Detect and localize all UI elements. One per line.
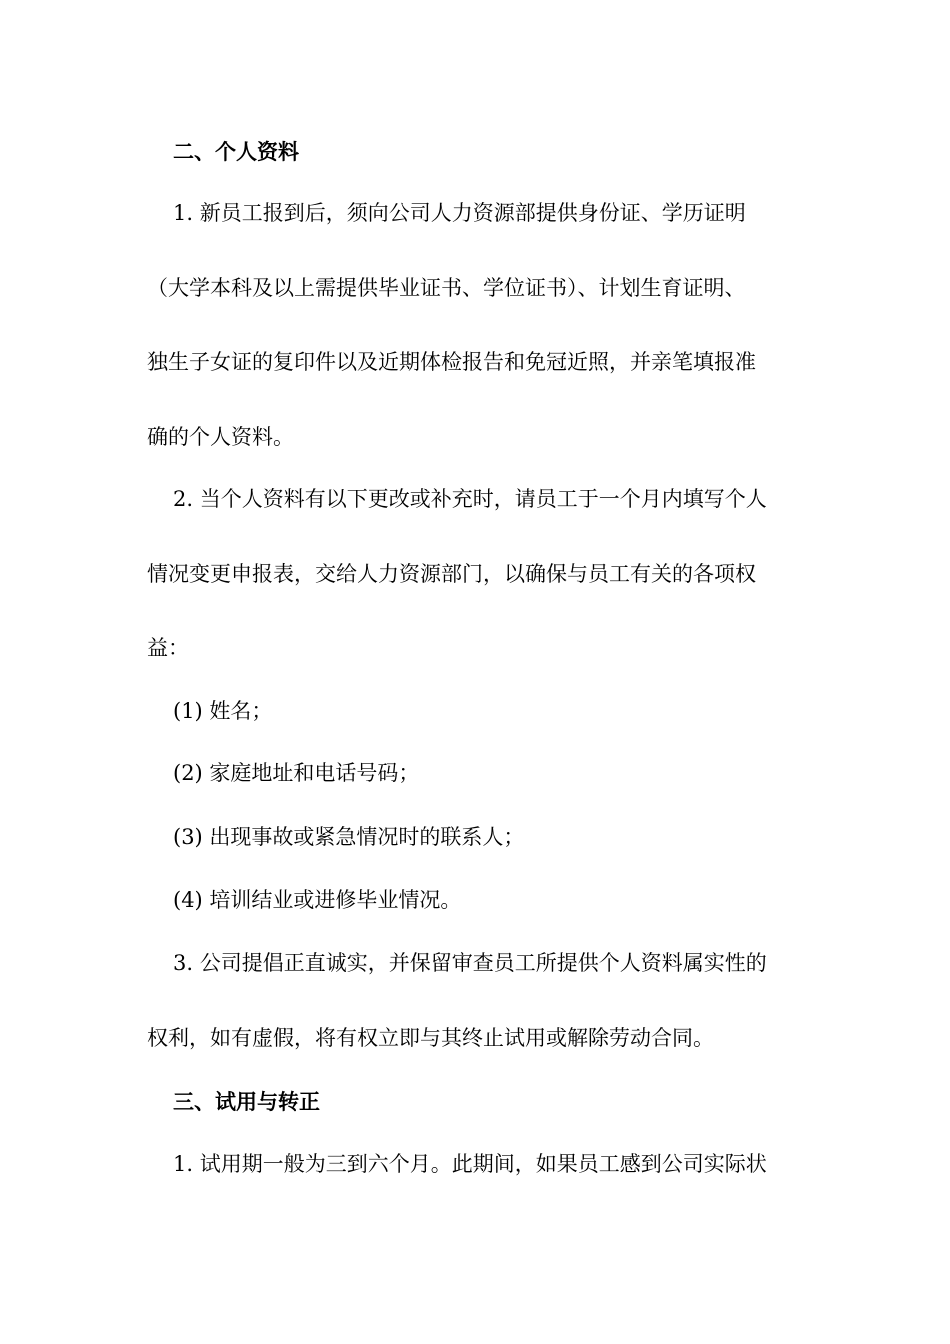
paragraph-line: 3. 公司提倡正直诚实，并保留审查员工所提供个人资料属实性的	[173, 951, 767, 975]
paragraph-line: （大学本科及以上需提供毕业证书、学位证书）、计划生育证明、	[147, 276, 746, 300]
paragraph-line: 情况变更申报表，交给人力资源部门，以确保与员工有关的各项权	[147, 562, 756, 586]
paragraph-line: 独生子女证的复印件以及近期体检报告和免冠近照，并亲笔填报准	[147, 350, 756, 374]
paragraph-line: 权利，如有虚假，将有权立即与其终止试用或解除劳动合同。	[147, 1026, 714, 1050]
paragraph-line: 2. 当个人资料有以下更改或补充时，请员工于一个月内填写个人	[173, 487, 767, 511]
paragraph-line: 1. 试用期一般为三到六个月。此期间，如果员工感到公司实际状	[173, 1152, 767, 1176]
list-item: (3) 出现事故或紧急情况时的联系人；	[173, 825, 525, 849]
section-heading-probation: 三、试用与转正	[173, 1089, 320, 1114]
list-item: (2) 家庭地址和电话号码；	[173, 761, 420, 785]
paragraph-line: 1. 新员工报到后，须向公司人力资源部提供身份证、学历证明	[173, 201, 746, 225]
paragraph-line: 益：	[147, 636, 189, 660]
list-item: (4) 培训结业或进修毕业情况。	[173, 888, 462, 912]
list-item: (1) 姓名；	[173, 699, 273, 723]
section-heading-personal-info: 二、个人资料	[173, 139, 299, 164]
paragraph-line: 确的个人资料。	[147, 425, 294, 449]
